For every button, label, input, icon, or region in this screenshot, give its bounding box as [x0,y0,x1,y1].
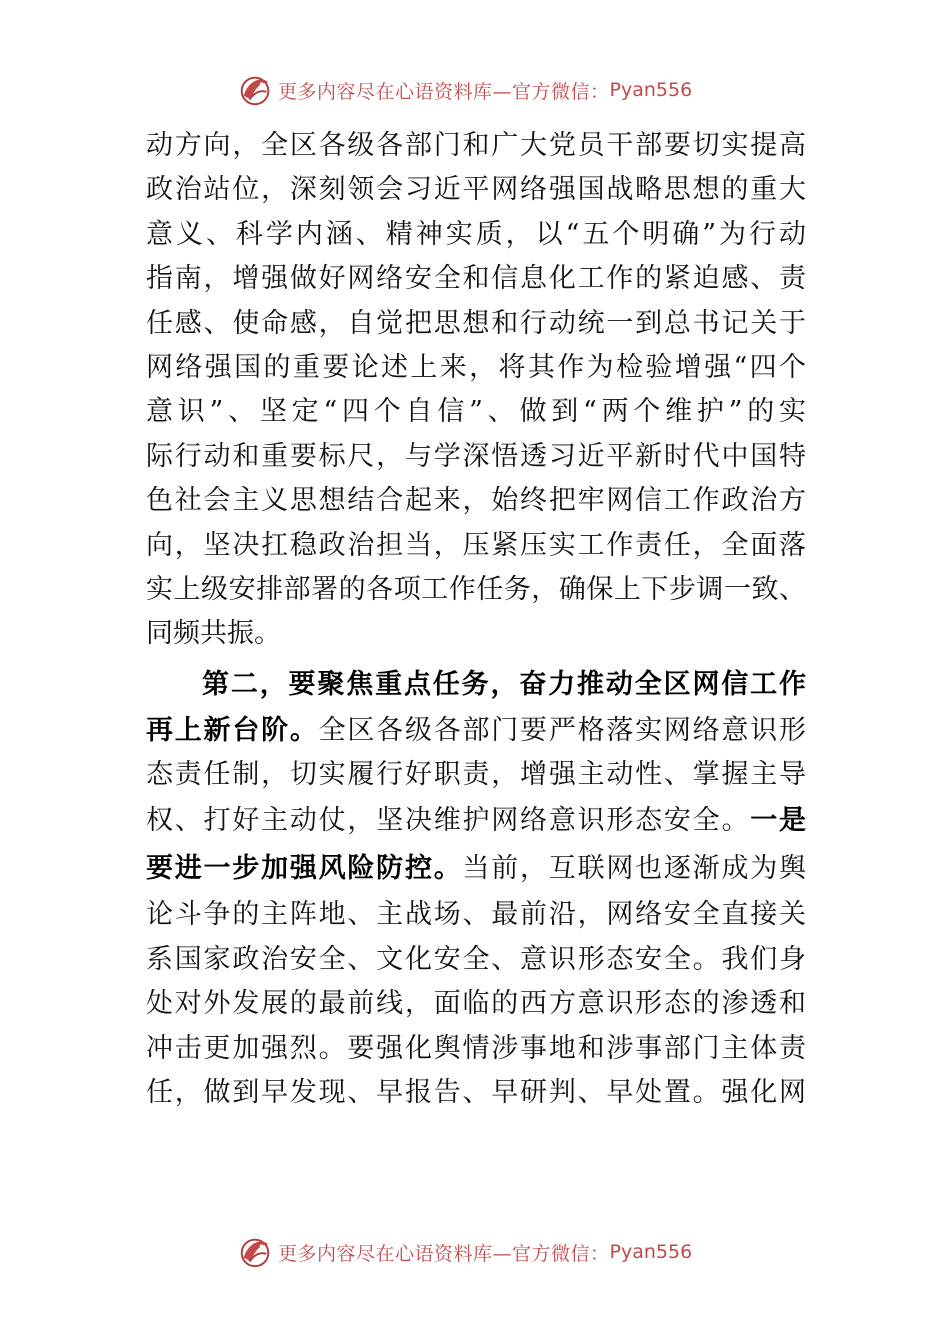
text-line: 际行动和重要标尺，与学深悟透习近平新时代中国特 [146,440,806,472]
document-body [146,124,806,1115]
text-span: 权、打好主动仗，坚决维护网络意识形态安全。 [146,805,751,837]
section-heading-cont: 再上新台阶。 [146,714,319,746]
text-span: 当前，互联网也逐渐成为舆 [462,853,806,885]
header-wechat-label: 官方微信： [512,80,610,103]
header-wechat-id: Pyan556 [609,79,693,101]
paragraph-2 [146,661,806,1116]
text-line: 向，坚决扛稳政治担当，压紧压实工作责任，全面落 [146,529,806,561]
header-site-text: 更多内容尽在心语资料库— [278,80,513,103]
text-span: 全区各级各部门要严格落实网络意识形 [318,714,807,746]
point-marker: 一是 [750,805,807,837]
text-line: 意识”、坚定“四个自信”、做到“两个维护”的实 [146,396,806,428]
text-line: 任感、使命感，自觉把思想和行动统一到总书记关于 [146,307,806,339]
text-line: 态责任制，切实履行好职责，增强主动性、掌握主导 [146,759,806,791]
text-line: 系国家政治安全、文化安全、意识形态安全。我们身 [146,943,806,975]
footer-site-text: 更多内容尽在心语资料库— [278,1242,513,1265]
text-line [146,661,806,709]
text-line [146,797,806,845]
logo-icon [236,71,274,109]
text-line: 实上级安排部署的各项工作任务，确保上下步调一致、 [146,573,806,605]
text-line: 意义、科学内涵、精神实质，以“五个明确”为行动 [146,218,806,250]
text-line: 色社会主义思想结合起来，始终把牢网信工作政治方 [146,485,806,517]
point-heading: 要进一步加强风险防控。 [146,853,463,885]
footer-watermark [236,1232,756,1272]
text-line: 网络强国的重要论述上来，将其作为检验增强“四个 [146,351,806,383]
text-line: 动方向，全区各级各部门和广大党员干部要切实提高 [146,130,806,161]
header-watermark [236,70,756,110]
text-line: 任，做到早发现、早报告、早研判、早处置。强化网 [146,1077,806,1109]
text-line: 论斗争的主阵地、主战场、最前沿，网络安全直接关 [146,899,806,931]
text-line: 政治站位，深刻领会习近平网络强国战略思想的重大 [146,174,806,206]
footer-wechat-id: Pyan556 [609,1241,693,1263]
footer-wechat-label: 官方微信： [512,1242,610,1265]
text-line: 处对外发展的最前线，面临的西方意识形态的渗透和 [146,988,806,1020]
section-heading: 第二，要聚焦重点任务，奋力推动全区网信工作 [202,668,806,700]
text-line [146,845,806,893]
text-line: 冲击更加强烈。要强化舆情涉事地和涉事部门主体责 [146,1032,806,1064]
text-line [146,709,806,753]
logo-icon [236,1233,274,1271]
text-line: 指南，增强做好网络安全和信息化工作的紧迫感、责 [146,263,806,295]
text-line: 同频共振。 [146,618,281,650]
paragraph-1 [146,124,806,657]
